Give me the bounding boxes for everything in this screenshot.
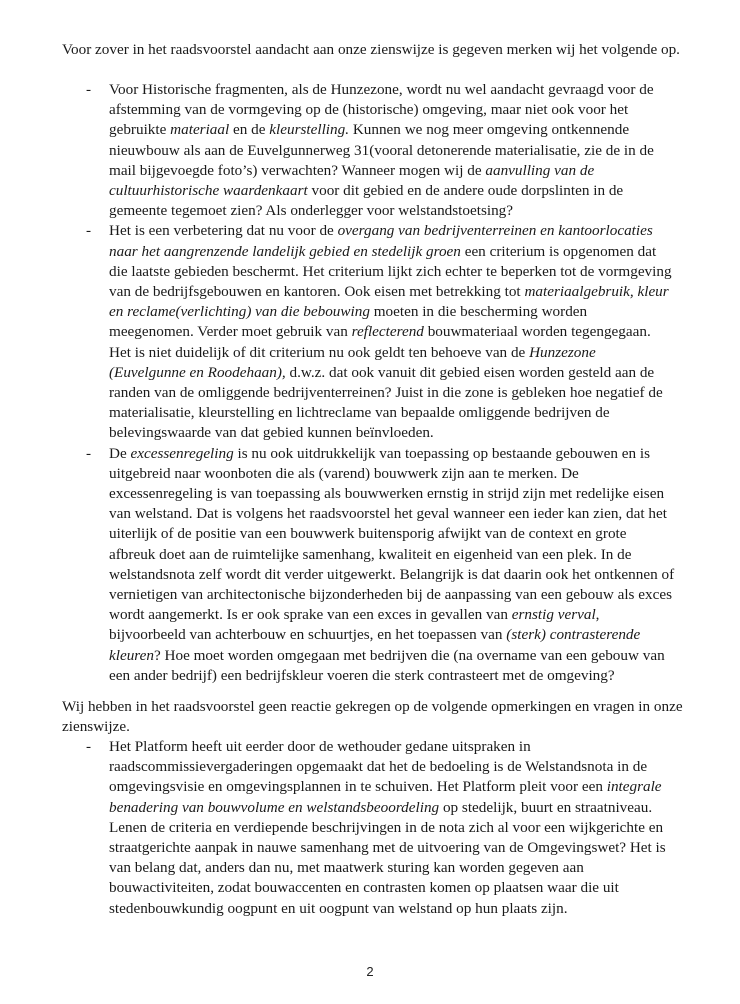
- list-item-text: Het Platform heeft uit eerder door de wethouder gedane uitspraken in raadscommissievergaderingen opgemaakt dat het de bedoeling is de Welstandsnota in de omgevingsvisie en omgevingsplannen in te schuiven. Het Platform pleit voor een integrale benadering van bouwvolume en welstandsbeoordeling op stedelijk, buurt en straatniveau. Lenen de criteria en verdiepende beschrijvingen in de nota zich al voor een wijkgerichte en straatgerichte aanpak in nauwe samenhang met de uitvoering van de Omgevingswet? Het is van belang dat, anders dan nu, met maatwerk sturing kan worden gegeven aan bouwactiviteiten, zodat bouwaccenten en contrasten komen op plaatsen waar die uit stedenbouwkundig oogpunt en uit oogpunt van welstand op hun plaats zijn.: [109, 738, 666, 917]
- list-item: [0, 80, 675, 221]
- bullet-dash: -: [86, 444, 92, 462]
- emphasis: ernstig verval: [511, 606, 596, 624]
- emphasis: aanvulling van de cultuurhistorische waardenkaart: [109, 161, 595, 200]
- remarks-list: [0, 80, 740, 686]
- intro-paragraph: Voor zover in het raadsvoorstel aandacht aan onze zienswijze is gegeven merken wij het volgende op.: [62, 41, 680, 58]
- list-item: [0, 444, 675, 686]
- emphasis: overgang van bedrijventerreinen en kantoorlocaties naar het aangrenzende landelijk gebied en stedelijk groen: [109, 222, 653, 260]
- emphasis: kleurstelling.: [269, 121, 350, 139]
- list-item-text: De excessenregeling is nu ook uitdrukkelijk van toepassing op bestaande gebouwen en is uitgebreid naar woonboten die als (varend) bouwwerk zijn aan te merken. De excessenregeling is van toepassing als bouwwerken ernstig in strijd zijn met redelijke eisen van welstand. Dat is volgens het raadsvoorstel het geval wanneer een ieder kan zien, dat het uiterlijk of de positie van een bouwwerk buitensporig afwijkt van de context en grote afbreuk doet aan de ruimtelijke samenhang, kwaliteit en eigenheid van een plek. In de welstandsnota zelf wordt dit verder uitgewerkt. Belangrijk is dat daarin ook het ontkennen of vernietigen van architectonische bijzonderheden bij de aanpassing van een gebouw als exces wordt aangemerkt. Is er ook sprake van een exces in gevallen van ernstig verval, bijvoorbeeld van achterbouw en schuurtjes, en het toepassen van (sterk) contrasterende kleuren? Hoe moet worden omgegaan met bedrijven die (na overname van een gebouw van een ander bedrijf) een bedrijfskleur voeren die sterk contrasteert met de omgeving?: [109, 444, 675, 684]
- emphasis: reflecterend: [351, 323, 424, 341]
- emphasis: materiaal: [170, 121, 230, 139]
- emphasis: materiaalgebruik, kleur en reclame(verlichting) van die bebouwing: [109, 283, 669, 321]
- list-item: [0, 221, 675, 443]
- emphasis: (sterk) contrasterende kleuren: [109, 626, 641, 664]
- list-item-subparagraph: Het is niet duidelijk of dit criterium nu ook geldt ten behoeve van de Hunzezone (Euvelgunne en Roodehaan), d.w.z. dat ook vanuit dit gebied eisen worden gesteld aan de randen van de omliggende bedrijventerreinen? Juist in die zone is gebleken hoe negatief de materialisatie, kleurstelling en lichtreclame van bepaalde omliggende bedrijven de belevingswaarde van dat gebied kunnen beïnvloeden.: [109, 343, 663, 442]
- list-item-text: Voor Historische fragmenten, als de Hunzezone, wordt nu wel aandacht gevraagd voor de afstemming van de vormgeving op de (historische) omgeving, maar niet ook voor het gebruikte materiaal en de kleurstelling. Kunnen we nog meer omgeving ontkennende nieuwbouw als aan de Euvelgunnerweg 31(vooral detonerende materialisatie, zie de in de mail bijgevoegde foto’s) verwachten? Wanneer mogen wij de aanvulling van de cultuurhistorische waardenkaart voor dit gebied en de andere oude dorpslinten in de gemeente tegemoet zien? Als onderlegger voor welstandstoetsing?: [109, 81, 654, 220]
- emphasis: integrale benadering van bouwvolume en welstandsbeoordeling: [109, 778, 662, 816]
- emphasis: excessenregeling: [130, 444, 234, 462]
- bullet-dash: -: [86, 81, 92, 98]
- bullet-dash: -: [86, 738, 92, 755]
- unanswered-list: [0, 737, 740, 919]
- bullet-dash: -: [86, 222, 92, 240]
- emphasis: Hunzezone (Euvelgunne en Roodehaan),: [109, 343, 596, 381]
- page-number: 2: [366, 964, 374, 979]
- section-paragraph: Wij hebben in het raadsvoorstel geen reactie gekregen op de volgende opmerkingen en vragen in onze zienswijze.: [62, 698, 683, 736]
- list-item: [0, 737, 675, 919]
- list-item-text: Het is een verbetering dat nu voor de overgang van bedrijventerreinen en kantoorlocaties naar het aangrenzende landelijk gebied en stedelijk groen een criterium is opgenomen dat die laatste gebieden beschermt. Het criterium lijkt zich echter te beperken tot de vormgeving van de bedrijfsgebouwen en kantoren. Ook eisen met betrekking tot materiaalgebruik, kleur en reclame(verlichting) van die bebouwing moeten in die bescherming worden meegenomen. Verder moet gebruik van reflecterend bouwmateriaal worden tegengegaan.: [109, 222, 672, 341]
